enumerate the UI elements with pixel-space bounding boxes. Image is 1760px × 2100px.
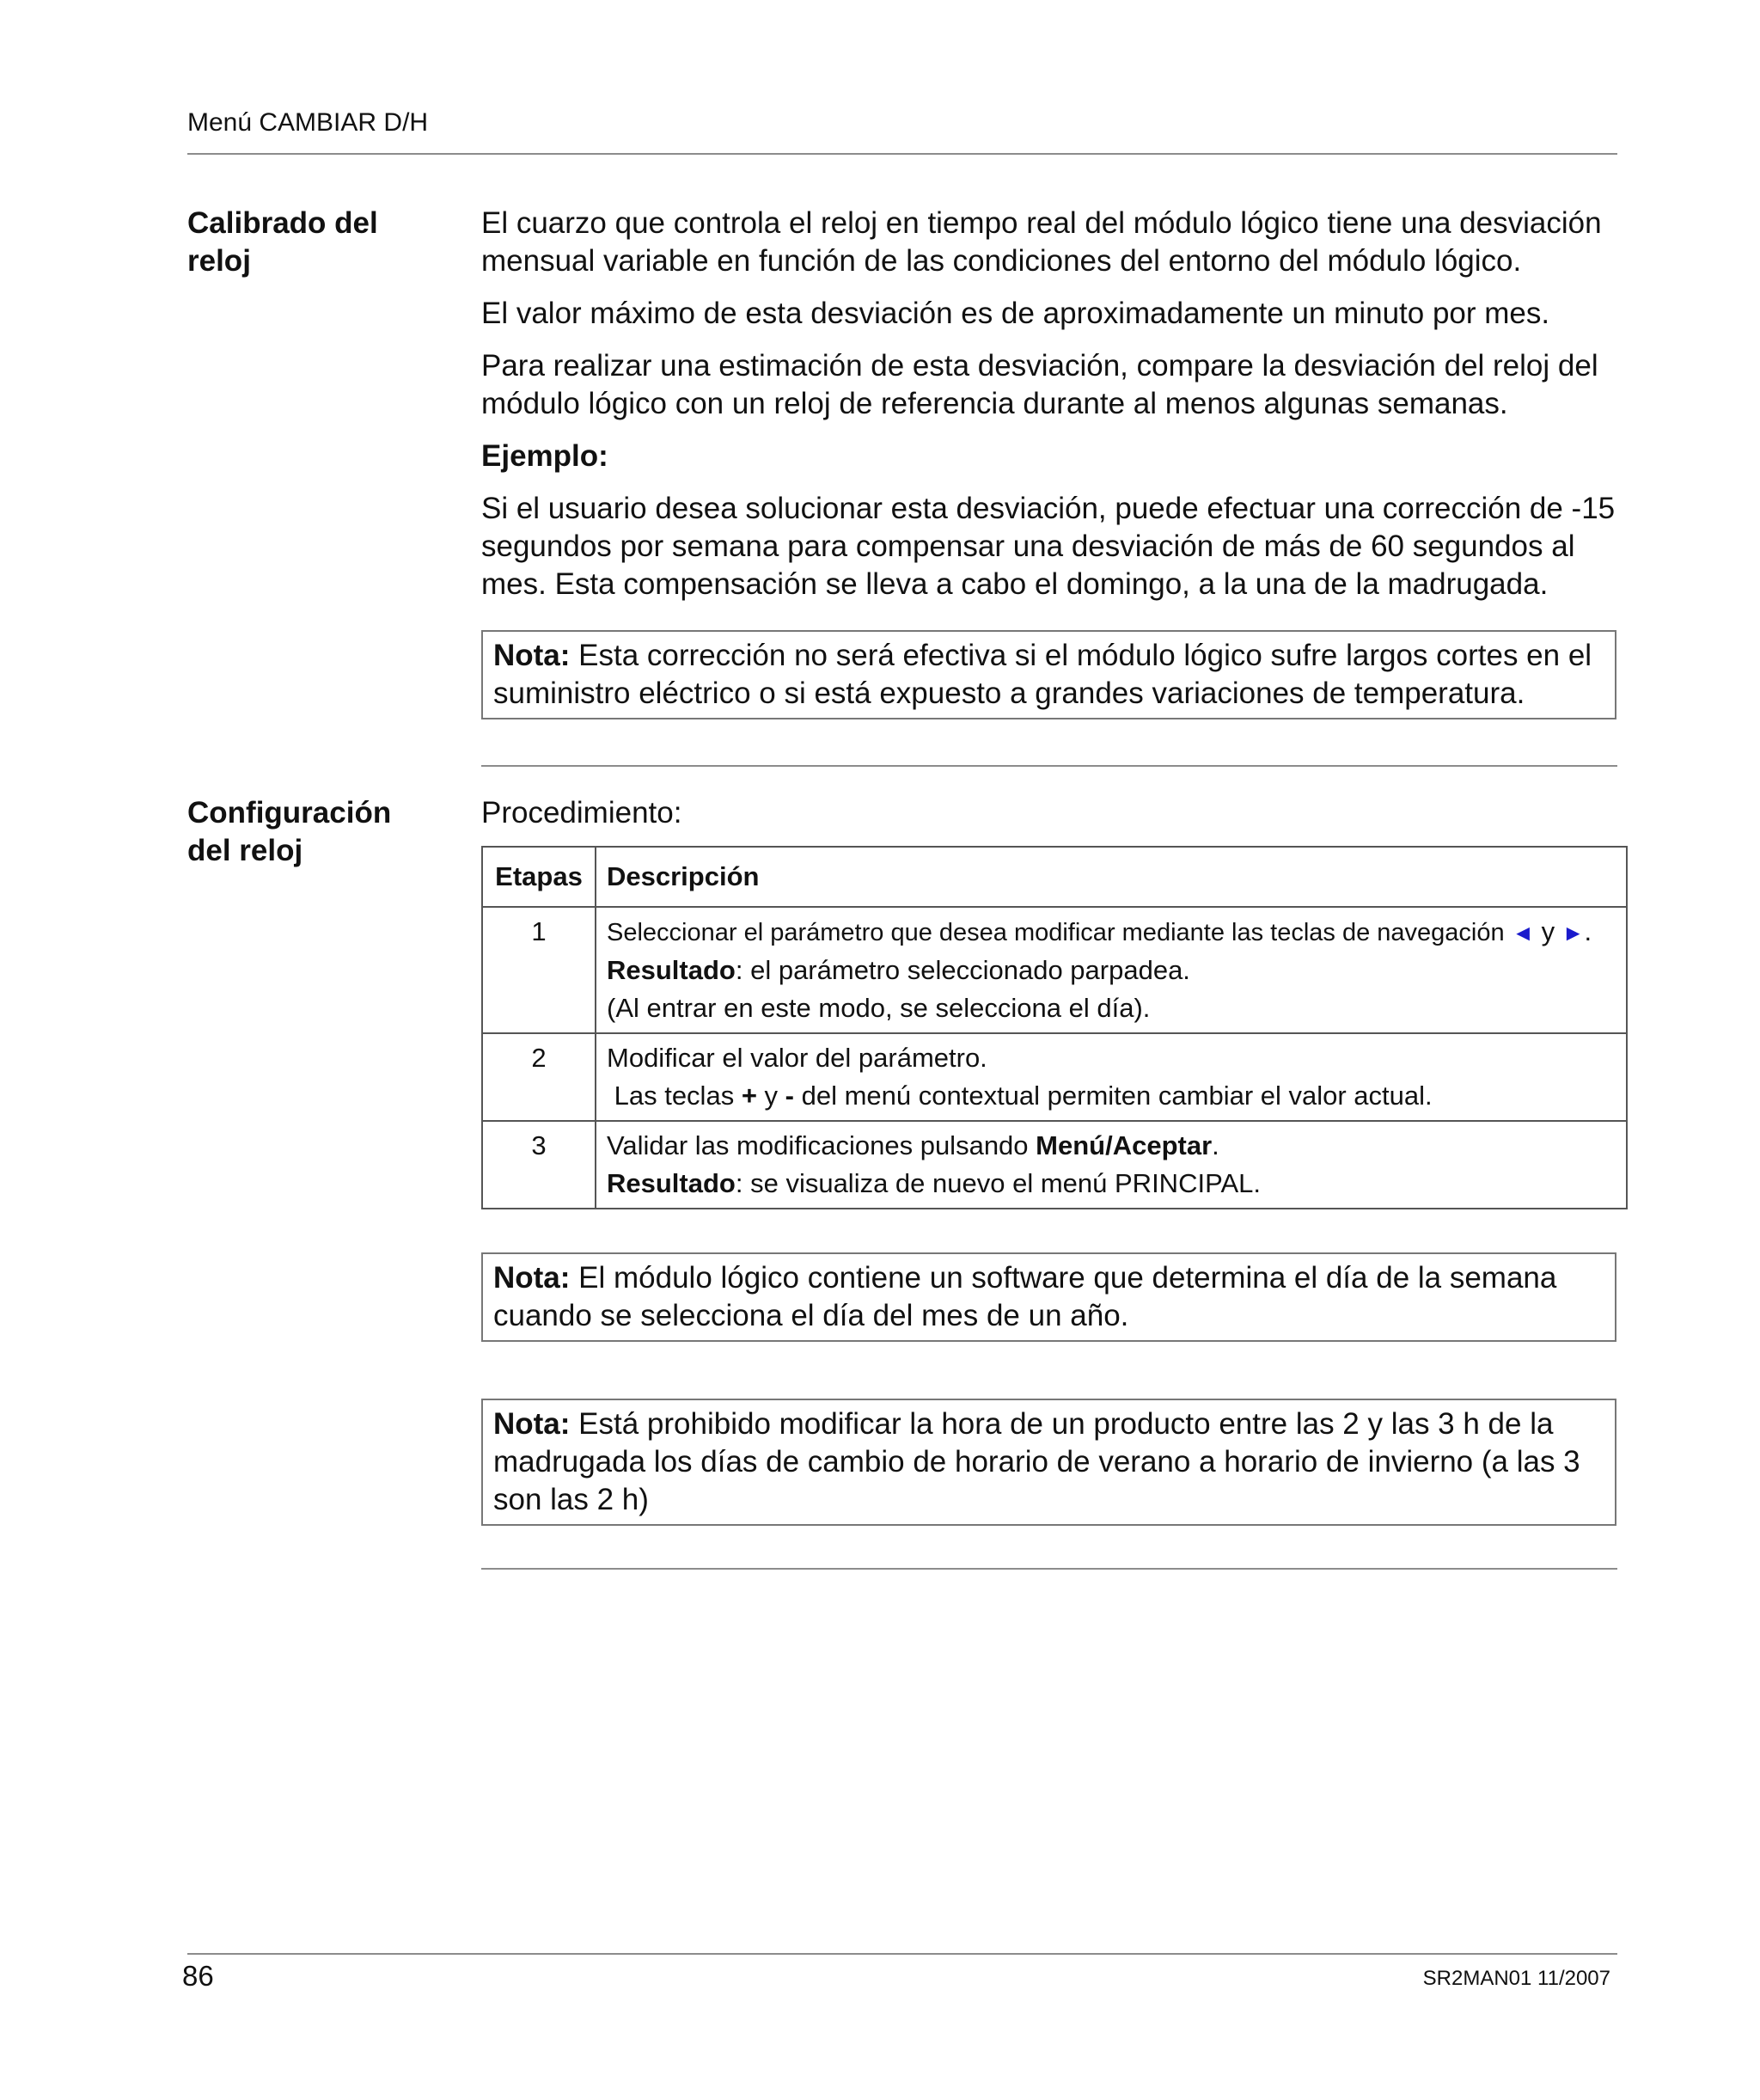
step-text: Validar las modificaciones pulsando bbox=[607, 1130, 1036, 1160]
right-arrow-icon: ► bbox=[1561, 920, 1585, 946]
example-label: Ejemplo: bbox=[481, 439, 608, 473]
result-label: Resultado bbox=[607, 955, 736, 985]
plus-key: + bbox=[741, 1081, 757, 1111]
step-description bbox=[596, 1033, 1627, 1121]
section-title-line: Configuración bbox=[187, 796, 392, 830]
page-number: 86 bbox=[182, 1960, 214, 1992]
step-line: (Al entrar en este modo, se selecciona el día). bbox=[607, 993, 1151, 1023]
minus-key: - bbox=[785, 1081, 794, 1111]
header-rule bbox=[187, 153, 1617, 155]
column-header-steps: Etapas bbox=[482, 847, 596, 907]
calibration-paragraph-3: Para realizar una estimación de esta desviación, compare la desviación del reloj del módulo lógico con un reloj de referencia durante al menos algunas semanas. bbox=[481, 349, 1598, 420]
result-text: : se visualiza de nuevo el menú PRINCIPAL. bbox=[735, 1168, 1261, 1198]
period-text: . bbox=[1212, 1130, 1219, 1160]
step-line bbox=[607, 1077, 1616, 1115]
footer-rule bbox=[187, 1953, 1617, 1955]
section-divider bbox=[481, 765, 1617, 767]
period-text: . bbox=[1584, 916, 1592, 946]
example-paragraph: Si el usuario desea solucionar esta desviación, puede efectuar una corrección de -15 segundos por semana para compensar una desviación de más de 60 segundos al mes. Esta compensación se lleva a cabo el domingo, a la una de la madrugada. bbox=[481, 492, 1616, 601]
running-header: Menú CAMBIAR D/H bbox=[187, 108, 429, 137]
table-row bbox=[482, 1121, 1627, 1209]
step-number: 1 bbox=[482, 907, 596, 1033]
table-row bbox=[482, 1033, 1627, 1121]
step-text: y bbox=[756, 1081, 785, 1111]
step-description bbox=[596, 1121, 1627, 1209]
note-label: Nota: bbox=[493, 1261, 571, 1295]
step-description bbox=[596, 907, 1627, 1033]
column-header-description: Descripción bbox=[596, 847, 1627, 907]
step-line bbox=[607, 913, 1616, 952]
table-row bbox=[482, 907, 1627, 1033]
result-label: Resultado bbox=[607, 1168, 736, 1198]
note-label: Nota: bbox=[493, 639, 571, 672]
note-text: Está prohibido modificar la hora de un producto entre las 2 y las 3 h de la madrugada los días de cambio de horario de verano a horario de invierno (a las 3 son las 2 h) bbox=[493, 1407, 1580, 1516]
note-box-calibration bbox=[481, 630, 1616, 719]
step-line bbox=[607, 1127, 1616, 1165]
calibration-paragraph-2: El valor máximo de esta desviación es de aproximadamente un minuto por mes. bbox=[481, 297, 1550, 330]
note-box-dst bbox=[481, 1399, 1616, 1526]
conjunction-text: y bbox=[1533, 916, 1562, 946]
step-number: 2 bbox=[482, 1033, 596, 1121]
note-label: Nota: bbox=[493, 1407, 571, 1441]
procedure-intro: Procedimiento: bbox=[481, 796, 682, 830]
section-title-configuration bbox=[187, 794, 445, 870]
section-title-line: del reloj bbox=[187, 834, 303, 867]
procedure-table bbox=[481, 846, 1628, 1209]
step-number: 3 bbox=[482, 1121, 596, 1209]
section-divider bbox=[481, 1568, 1617, 1570]
step-line bbox=[607, 952, 1616, 989]
step-text: Las teclas bbox=[607, 1081, 742, 1111]
table-header-row bbox=[482, 847, 1627, 907]
note-box-weekday bbox=[481, 1252, 1616, 1342]
section-title-calibration bbox=[187, 205, 445, 280]
step-line bbox=[607, 1165, 1616, 1203]
section-title-line: reloj bbox=[187, 244, 251, 278]
step-text: Seleccionar el parámetro que desea modificar mediante las teclas de navegación bbox=[607, 919, 1505, 946]
menu-accept-key: Menú/Aceptar bbox=[1036, 1130, 1213, 1160]
note-text: El módulo lógico contiene un software que determina el día de la semana cuando se selecciona el día del mes de un año. bbox=[493, 1261, 1557, 1332]
calibration-paragraph-1: El cuarzo que controla el reloj en tiempo real del módulo lógico tiene una desviación mensual variable en función de las condiciones del entorno del módulo lógico. bbox=[481, 206, 1602, 278]
left-arrow-icon: ◄ bbox=[1512, 920, 1534, 946]
step-text: del menú contextual permiten cambiar el valor actual. bbox=[793, 1081, 1433, 1111]
result-text: : el parámetro seleccionado parpadea. bbox=[735, 955, 1190, 985]
section-title-line: Calibrado del bbox=[187, 206, 378, 240]
step-line: Modificar el valor del parámetro. bbox=[607, 1043, 987, 1073]
document-code: SR2MAN01 11/2007 bbox=[1422, 1967, 1610, 1990]
note-text: Esta corrección no será efectiva si el módulo lógico sufre largos cortes en el suministro eléctrico o si está expuesto a grandes variaciones de temperatura. bbox=[493, 639, 1592, 710]
